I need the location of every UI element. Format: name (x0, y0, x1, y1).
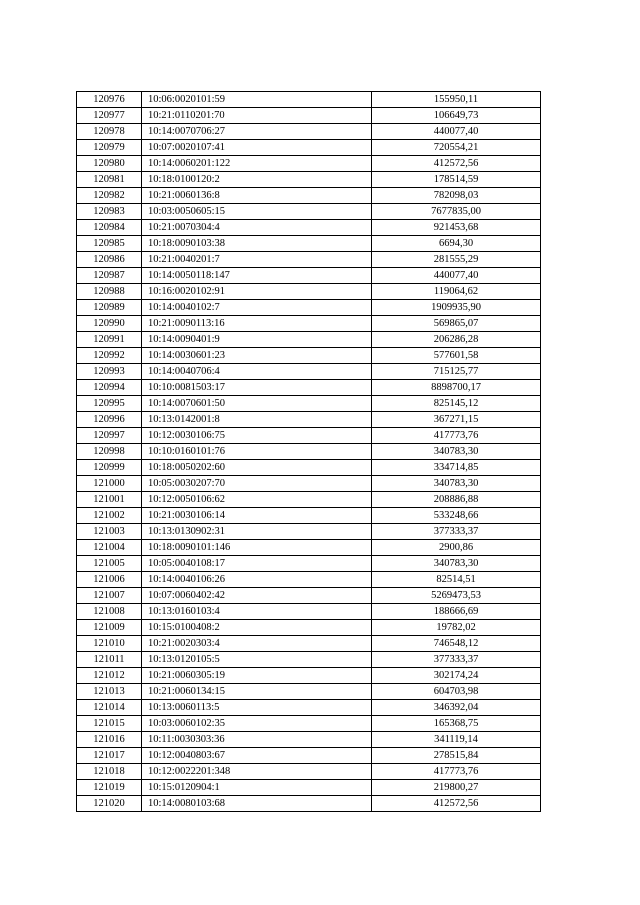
table-row (77, 428, 541, 444)
cadastral-value-cell: 367271,15 (372, 412, 541, 428)
cadastral-value-cell: 278515,84 (372, 748, 541, 764)
row-number-cell: 120987 (77, 268, 142, 284)
cadastral-number-cell: 10:14:0070706:27 (142, 124, 372, 140)
cadastral-value-cell: 412572,56 (372, 156, 541, 172)
row-number-cell: 120990 (77, 316, 142, 332)
cadastral-number-cell: 10:15:0120904:1 (142, 780, 372, 796)
cadastral-value-cell: 921453,68 (372, 220, 541, 236)
cadastral-value-cell: 334714,85 (372, 460, 541, 476)
cadastral-number-cell: 10:21:0110201:70 (142, 108, 372, 124)
row-number-cell: 120992 (77, 348, 142, 364)
cadastral-number-cell: 10:14:0060201:122 (142, 156, 372, 172)
cadastral-value-cell: 82514,51 (372, 572, 541, 588)
cadastral-number-cell: 10:21:0060134:15 (142, 684, 372, 700)
row-number-cell: 121005 (77, 556, 142, 572)
row-number-cell: 120986 (77, 252, 142, 268)
cadastral-number-cell: 10:07:0020107:41 (142, 140, 372, 156)
table-row (77, 332, 541, 348)
table-row (77, 204, 541, 220)
cadastral-number-cell: 10:05:0030207:70 (142, 476, 372, 492)
row-number-cell: 121010 (77, 636, 142, 652)
table-body (77, 92, 541, 812)
cadastral-value-cell: 19782,02 (372, 620, 541, 636)
row-number-cell: 120996 (77, 412, 142, 428)
cadastral-number-cell: 10:21:0020303:4 (142, 636, 372, 652)
table-row (77, 124, 541, 140)
cadastral-value-cell: 377333,37 (372, 652, 541, 668)
row-number-cell: 120994 (77, 380, 142, 396)
row-number-cell: 121008 (77, 604, 142, 620)
row-number-cell: 121011 (77, 652, 142, 668)
table-row (77, 460, 541, 476)
cadastral-number-cell: 10:13:0142001:8 (142, 412, 372, 428)
cadastral-value-cell: 302174,24 (372, 668, 541, 684)
cadastral-value-cell: 825145,12 (372, 396, 541, 412)
cadastral-number-cell: 10:10:0081503:17 (142, 380, 372, 396)
row-number-cell: 121004 (77, 540, 142, 556)
cadastral-number-cell: 10:12:0030106:75 (142, 428, 372, 444)
row-number-cell: 121017 (77, 748, 142, 764)
cadastral-value-cell: 7677835,00 (372, 204, 541, 220)
row-number-cell: 121014 (77, 700, 142, 716)
table-row (77, 316, 541, 332)
cadastral-value-cell: 604703,98 (372, 684, 541, 700)
row-number-cell: 120980 (77, 156, 142, 172)
table-row (77, 524, 541, 540)
cadastral-number-cell: 10:13:0160103:4 (142, 604, 372, 620)
cadastral-number-cell: 10:03:0060102:35 (142, 716, 372, 732)
cadastral-value-cell: 533248,66 (372, 508, 541, 524)
table-row (77, 668, 541, 684)
cadastral-number-cell: 10:15:0100408:2 (142, 620, 372, 636)
cadastral-value-cell: 6694,30 (372, 236, 541, 252)
cadastral-value-cell: 577601,58 (372, 348, 541, 364)
table-row (77, 796, 541, 812)
cadastral-value-cell: 1909935,90 (372, 300, 541, 316)
cadastral-number-cell: 10:13:0060113:5 (142, 700, 372, 716)
table-row (77, 92, 541, 108)
cadastral-value-cell: 165368,75 (372, 716, 541, 732)
row-number-cell: 121000 (77, 476, 142, 492)
row-number-cell: 120982 (77, 188, 142, 204)
table-row (77, 364, 541, 380)
table-row (77, 636, 541, 652)
row-number-cell: 121015 (77, 716, 142, 732)
cadastral-value-cell: 746548,12 (372, 636, 541, 652)
row-number-cell: 121009 (77, 620, 142, 636)
cadastral-number-cell: 10:12:0040803:67 (142, 748, 372, 764)
table-row (77, 188, 541, 204)
row-number-cell: 120991 (77, 332, 142, 348)
cadastral-value-cell: 281555,29 (372, 252, 541, 268)
table-row (77, 108, 541, 124)
cadastral-number-cell: 10:14:0040102:7 (142, 300, 372, 316)
cadastral-value-cell: 569865,07 (372, 316, 541, 332)
table-row (77, 684, 541, 700)
cadastral-value-cell: 208886,88 (372, 492, 541, 508)
row-number-cell: 121020 (77, 796, 142, 812)
cadastral-number-cell: 10:21:0060136:8 (142, 188, 372, 204)
cadastral-value-cell: 417773,76 (372, 764, 541, 780)
cadastral-number-cell: 10:18:0090101:146 (142, 540, 372, 556)
table-row (77, 300, 541, 316)
cadastral-number-cell: 10:14:0080103:68 (142, 796, 372, 812)
cadastral-value-table (76, 91, 541, 812)
cadastral-number-cell: 10:14:0040706:4 (142, 364, 372, 380)
cadastral-number-cell: 10:21:0070304:4 (142, 220, 372, 236)
cadastral-value-cell: 178514,59 (372, 172, 541, 188)
row-number-cell: 121013 (77, 684, 142, 700)
table-row (77, 492, 541, 508)
row-number-cell: 121007 (77, 588, 142, 604)
cadastral-value-cell: 377333,37 (372, 524, 541, 540)
table-row (77, 620, 541, 636)
table-row (77, 396, 541, 412)
row-number-cell: 121018 (77, 764, 142, 780)
table-row (77, 700, 541, 716)
row-number-cell: 120999 (77, 460, 142, 476)
cadastral-value-cell: 8898700,17 (372, 380, 541, 396)
table-row (77, 780, 541, 796)
cadastral-number-cell: 10:14:0030601:23 (142, 348, 372, 364)
table-row (77, 540, 541, 556)
cadastral-number-cell: 10:06:0020101:59 (142, 92, 372, 108)
cadastral-value-cell: 341119,14 (372, 732, 541, 748)
table-row (77, 588, 541, 604)
cadastral-number-cell: 10:11:0030303:36 (142, 732, 372, 748)
table-row (77, 156, 541, 172)
table-row (77, 572, 541, 588)
row-number-cell: 120989 (77, 300, 142, 316)
table-row (77, 556, 541, 572)
row-number-cell: 121003 (77, 524, 142, 540)
cadastral-number-cell: 10:14:0040106:26 (142, 572, 372, 588)
cadastral-value-cell: 346392,04 (372, 700, 541, 716)
table-row (77, 172, 541, 188)
table-row (77, 476, 541, 492)
row-number-cell: 120981 (77, 172, 142, 188)
cadastral-number-cell: 10:21:0090113:16 (142, 316, 372, 332)
cadastral-number-cell: 10:07:0060402:42 (142, 588, 372, 604)
row-number-cell: 121006 (77, 572, 142, 588)
table-row (77, 268, 541, 284)
cadastral-number-cell: 10:18:0090103:38 (142, 236, 372, 252)
row-number-cell: 120983 (77, 204, 142, 220)
cadastral-value-cell: 715125,77 (372, 364, 541, 380)
cadastral-value-cell: 2900,86 (372, 540, 541, 556)
table-row (77, 748, 541, 764)
cadastral-number-cell: 10:10:0160101:76 (142, 444, 372, 460)
row-number-cell: 120985 (77, 236, 142, 252)
row-number-cell: 121012 (77, 668, 142, 684)
cadastral-number-cell: 10:12:0050106:62 (142, 492, 372, 508)
row-number-cell: 121002 (77, 508, 142, 524)
table-row (77, 236, 541, 252)
row-number-cell: 120977 (77, 108, 142, 124)
cadastral-value-cell: 440077,40 (372, 124, 541, 140)
cadastral-number-cell: 10:05:0040108:17 (142, 556, 372, 572)
table-row (77, 444, 541, 460)
cadastral-value-cell: 5269473,53 (372, 588, 541, 604)
cadastral-number-cell: 10:16:0020102:91 (142, 284, 372, 300)
table-row (77, 220, 541, 236)
table-row (77, 412, 541, 428)
row-number-cell: 121001 (77, 492, 142, 508)
table-row (77, 764, 541, 780)
cadastral-value-cell: 782098,03 (372, 188, 541, 204)
row-number-cell: 120984 (77, 220, 142, 236)
cadastral-number-cell: 10:21:0060305:19 (142, 668, 372, 684)
row-number-cell: 120997 (77, 428, 142, 444)
row-number-cell: 120993 (77, 364, 142, 380)
cadastral-number-cell: 10:21:0040201:7 (142, 252, 372, 268)
cadastral-value-cell: 155950,11 (372, 92, 541, 108)
row-number-cell: 120998 (77, 444, 142, 460)
row-number-cell: 120979 (77, 140, 142, 156)
cadastral-number-cell: 10:13:0130902:31 (142, 524, 372, 540)
cadastral-value-cell: 720554,21 (372, 140, 541, 156)
table-row (77, 732, 541, 748)
cadastral-number-cell: 10:14:0070601:50 (142, 396, 372, 412)
row-number-cell: 121016 (77, 732, 142, 748)
cadastral-value-cell: 219800,27 (372, 780, 541, 796)
cadastral-value-cell: 206286,28 (372, 332, 541, 348)
table-row (77, 604, 541, 620)
cadastral-number-cell: 10:18:0050202:60 (142, 460, 372, 476)
cadastral-number-cell: 10:03:0050605:15 (142, 204, 372, 220)
cadastral-value-cell: 412572,56 (372, 796, 541, 812)
table-row (77, 348, 541, 364)
cadastral-value-cell: 417773,76 (372, 428, 541, 444)
cadastral-number-cell: 10:12:0022201:348 (142, 764, 372, 780)
table-row (77, 652, 541, 668)
cadastral-number-cell: 10:21:0030106:14 (142, 508, 372, 524)
cadastral-value-cell: 119064,62 (372, 284, 541, 300)
cadastral-value-cell: 440077,40 (372, 268, 541, 284)
cadastral-value-cell: 340783,30 (372, 476, 541, 492)
cadastral-number-cell: 10:13:0120105:5 (142, 652, 372, 668)
cadastral-number-cell: 10:18:0100120:2 (142, 172, 372, 188)
cadastral-number-cell: 10:14:0050118:147 (142, 268, 372, 284)
cadastral-number-cell: 10:14:0090401:9 (142, 332, 372, 348)
row-number-cell: 120976 (77, 92, 142, 108)
table-row (77, 716, 541, 732)
cadastral-value-cell: 340783,30 (372, 444, 541, 460)
table-row (77, 284, 541, 300)
row-number-cell: 121019 (77, 780, 142, 796)
row-number-cell: 120988 (77, 284, 142, 300)
cadastral-value-cell: 188666,69 (372, 604, 541, 620)
table-row (77, 252, 541, 268)
cadastral-value-cell: 106649,73 (372, 108, 541, 124)
row-number-cell: 120978 (77, 124, 142, 140)
table-row (77, 140, 541, 156)
cadastral-value-cell: 340783,30 (372, 556, 541, 572)
table-row (77, 380, 541, 396)
table-row (77, 508, 541, 524)
row-number-cell: 120995 (77, 396, 142, 412)
